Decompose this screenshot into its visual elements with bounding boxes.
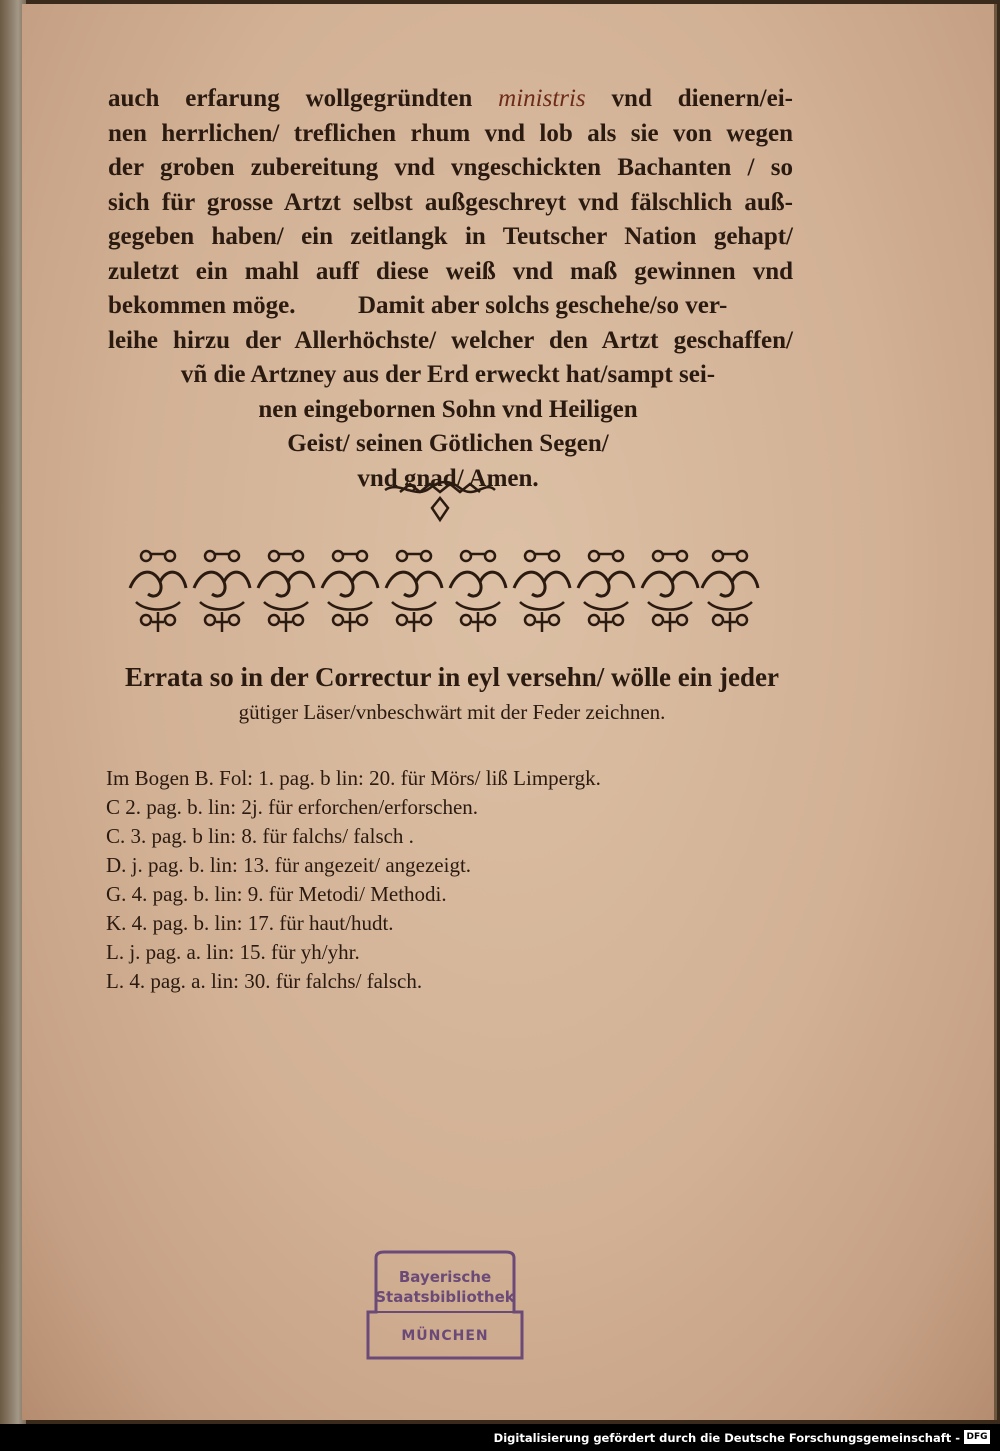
text-line-8: leihe hirzu der Allerhöchste/ welcher den Artzt geschaffen/ — [108, 326, 793, 354]
text-line-4: sich für grosse Artzt selbst außgeschreyt vnd fälschlich auß- — [108, 188, 793, 216]
dfg-logo-icon: DFG — [964, 1430, 990, 1444]
errata-item: L. 4. pag. a. lin: 30. für falchs/ falsch. — [106, 969, 423, 993]
text-line-5: gegeben haben/ ein zeitlangk in Teutscher Nation gehapt/ — [108, 223, 793, 250]
errata-item: D. j. pag. b. lin: 13. für angezeit/ angezeigt. — [106, 853, 472, 877]
text-line-3: der groben zubereitung vnd vngeschickten Bachanten / so — [108, 154, 793, 181]
errata-item: C. 3. pag. b lin: 8. für falchs/ falsch . — [106, 824, 414, 848]
stamp-text-line2: Staatsbibliothek — [375, 1288, 515, 1306]
text-line-12: vnd gnad/ Amen. — [357, 464, 539, 492]
stamp-city: MÜNCHEN — [401, 1328, 489, 1344]
small-ornament — [380, 476, 500, 526]
text-line-6: zuletzt ein mahl auff diese weiß vnd maß gewinnen vnd — [108, 257, 793, 285]
text-line-11: Geist/ seinen Götlichen Segen/ — [287, 430, 609, 457]
stamp-frame — [362, 1248, 528, 1364]
ornamental-band — [126, 538, 762, 638]
errata-title: Errata so in der Correctur in eyl versehn/ wölle ein jeder — [125, 662, 779, 692]
errata-item: C 2. pag. b. lin: 2j. für erforchen/erforschen. — [106, 795, 479, 819]
errata-item: K. 4. pag. b. lin: 17. für haut/hudt. — [106, 911, 394, 935]
footer-credit: Digitalisierung gefördert durch die Deutsche Forschungsgemeinschaft - — [493, 1431, 960, 1445]
main-text-block — [108, 82, 793, 496]
errata-item: Im Bogen B. Fol: 1. pag. b lin: 20. für Mörs/ liß Limpergk. — [106, 766, 601, 790]
library-stamp — [362, 1248, 528, 1364]
text-line-2: nen herrlichen/ treflichen rhum vnd lob als sie von wegen — [108, 119, 793, 147]
text-line-10: nen eingebornen Sohn vnd Heiligen — [258, 395, 638, 423]
text-line-9: vñ die Artzney aus der Erd erweckt hat/sampt sei- — [180, 361, 716, 388]
stamp-text-line1: Bayerische — [398, 1268, 492, 1286]
footer-bar — [0, 1424, 1000, 1451]
errata-item: L. j. pag. a. lin: 15. für yh/yhr. — [106, 940, 360, 964]
latin-word: ministris — [498, 85, 586, 112]
errata-item: G. 4. pag. b. lin: 9. für Metodi/ Methodi. — [106, 882, 447, 906]
text-line-7: bekommen möge. Damit aber solchs geschehe/so ver- — [108, 292, 728, 319]
text-line-1: auch erfarung wollgegründten ministris vnd dienern/ei- — [108, 85, 793, 112]
errata-list — [106, 764, 806, 996]
errata-subtitle: gütiger Läser/vnbeschwärt mit der Feder zeichnen. — [238, 700, 666, 724]
